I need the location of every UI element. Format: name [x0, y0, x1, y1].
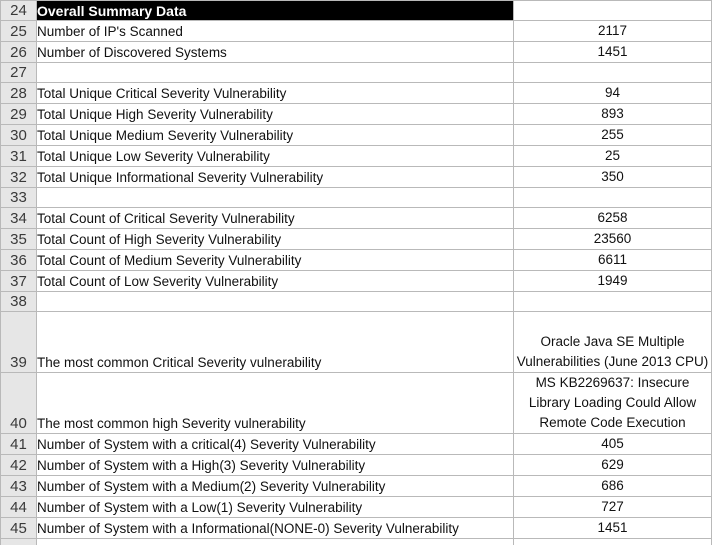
- row-number[interactable]: 39: [1, 312, 37, 373]
- value-cell[interactable]: [514, 292, 712, 312]
- label-cell[interactable]: Total Count of Medium Severity Vulnerability: [37, 250, 514, 271]
- label-cell[interactable]: Number of System with a critical(4) Severity Vulnerability: [37, 434, 514, 455]
- row-number[interactable]: 41: [1, 434, 37, 455]
- row-number[interactable]: 26: [1, 42, 37, 63]
- row-number[interactable]: 31: [1, 146, 37, 167]
- table-row: [1, 518, 712, 539]
- label-cell[interactable]: The most common high Severity vulnerability: [37, 373, 514, 434]
- label-cell[interactable]: Total Unique Informational Severity Vulnerability: [37, 167, 514, 188]
- table-row: [1, 125, 712, 146]
- row-number[interactable]: 28: [1, 83, 37, 104]
- table-row: [1, 104, 712, 125]
- label-cell[interactable]: [37, 539, 514, 545]
- row-number[interactable]: [1, 539, 37, 545]
- value-cell[interactable]: 686: [514, 476, 712, 497]
- value-cell[interactable]: 1451: [514, 518, 712, 539]
- row-number[interactable]: 34: [1, 208, 37, 229]
- table-row: [1, 455, 712, 476]
- table-row: [1, 229, 712, 250]
- value-cell[interactable]: 1949: [514, 271, 712, 292]
- value-cell[interactable]: 727: [514, 497, 712, 518]
- table-row: [1, 63, 712, 83]
- row-number[interactable]: 33: [1, 188, 37, 208]
- table-row: [1, 146, 712, 167]
- row-number[interactable]: 38: [1, 292, 37, 312]
- table-row: [1, 21, 712, 42]
- row-number[interactable]: 37: [1, 271, 37, 292]
- row-number[interactable]: 30: [1, 125, 37, 146]
- value-cell[interactable]: 350: [514, 167, 712, 188]
- table-row: [1, 476, 712, 497]
- table-row: [1, 208, 712, 229]
- row-number[interactable]: 44: [1, 497, 37, 518]
- value-cell[interactable]: 6258: [514, 208, 712, 229]
- value-cell[interactable]: [514, 539, 712, 545]
- row-number[interactable]: 29: [1, 104, 37, 125]
- row-number[interactable]: 24: [1, 1, 37, 21]
- row-number[interactable]: 42: [1, 455, 37, 476]
- value-cell[interactable]: 405: [514, 434, 712, 455]
- value-cell[interactable]: 94: [514, 83, 712, 104]
- label-cell[interactable]: [37, 63, 514, 83]
- value-cell[interactable]: MS KB2269637: Insecure Library Loading Could Allow Remote Code Execution: [514, 373, 712, 434]
- value-cell[interactable]: 23560: [514, 229, 712, 250]
- label-cell[interactable]: Total Unique Critical Severity Vulnerability: [37, 83, 514, 104]
- table-row: [1, 292, 712, 312]
- label-cell[interactable]: Total Unique High Severity Vulnerability: [37, 104, 514, 125]
- row-number[interactable]: 40: [1, 373, 37, 434]
- row-number[interactable]: 45: [1, 518, 37, 539]
- label-cell[interactable]: Number of System with a Medium(2) Severity Vulnerability: [37, 476, 514, 497]
- value-cell[interactable]: 1451: [514, 42, 712, 63]
- value-cell[interactable]: [514, 1, 712, 21]
- label-cell[interactable]: Number of System with a High(3) Severity Vulnerability: [37, 455, 514, 476]
- table-row: [1, 167, 712, 188]
- label-cell[interactable]: Total Unique Low Severity Vulnerability: [37, 146, 514, 167]
- table-row: [1, 539, 712, 545]
- label-cell[interactable]: Number of Discovered Systems: [37, 42, 514, 63]
- label-cell[interactable]: [37, 292, 514, 312]
- table-row: [1, 312, 712, 373]
- value-cell[interactable]: 629: [514, 455, 712, 476]
- value-cell[interactable]: 2117: [514, 21, 712, 42]
- table-row: [1, 42, 712, 63]
- label-cell[interactable]: Total Unique Medium Severity Vulnerability: [37, 125, 514, 146]
- label-cell[interactable]: [37, 188, 514, 208]
- value-cell[interactable]: [514, 63, 712, 83]
- table-row: [1, 1, 712, 21]
- value-cell[interactable]: 893: [514, 104, 712, 125]
- label-cell[interactable]: Number of System with a Informational(NONE-0) Severity Vulnerability: [37, 518, 514, 539]
- row-number[interactable]: 35: [1, 229, 37, 250]
- section-title-cell[interactable]: Overall Summary Data: [37, 1, 514, 21]
- row-number[interactable]: 32: [1, 167, 37, 188]
- row-number[interactable]: 27: [1, 63, 37, 83]
- table-row: [1, 434, 712, 455]
- label-cell[interactable]: Total Count of Critical Severity Vulnerability: [37, 208, 514, 229]
- value-cell[interactable]: 6611: [514, 250, 712, 271]
- table-row: [1, 250, 712, 271]
- label-cell[interactable]: Number of IP's Scanned: [37, 21, 514, 42]
- value-cell[interactable]: 25: [514, 146, 712, 167]
- value-cell[interactable]: [514, 188, 712, 208]
- label-cell[interactable]: Total Count of Low Severity Vulnerability: [37, 271, 514, 292]
- table-row: [1, 373, 712, 434]
- table-row: [1, 497, 712, 518]
- row-number[interactable]: 25: [1, 21, 37, 42]
- value-cell[interactable]: 255: [514, 125, 712, 146]
- label-cell[interactable]: Number of System with a Low(1) Severity Vulnerability: [37, 497, 514, 518]
- label-cell[interactable]: The most common Critical Severity vulnerability: [37, 312, 514, 373]
- table-row: [1, 271, 712, 292]
- table-row: [1, 188, 712, 208]
- value-cell[interactable]: Oracle Java SE Multiple Vulnerabilities (June 2013 CPU): [514, 312, 712, 373]
- row-number[interactable]: 36: [1, 250, 37, 271]
- table-row: [1, 83, 712, 104]
- row-number[interactable]: 43: [1, 476, 37, 497]
- label-cell[interactable]: Total Count of High Severity Vulnerability: [37, 229, 514, 250]
